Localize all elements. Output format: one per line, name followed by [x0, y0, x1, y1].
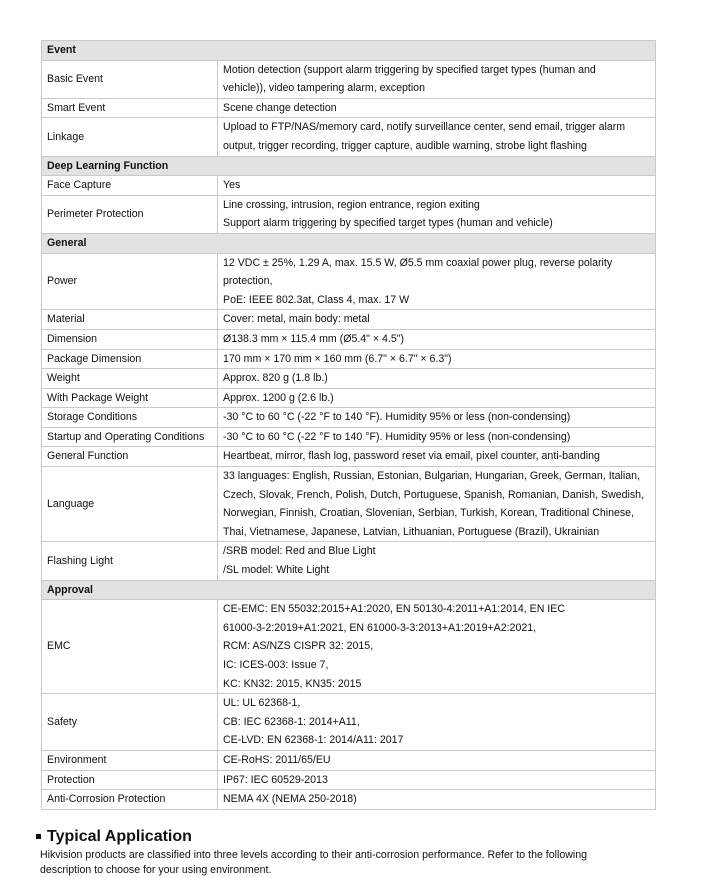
spec-value: [218, 176, 656, 196]
spec-value: [218, 770, 656, 790]
spec-label: Storage Conditions: [42, 408, 218, 428]
section-header-row: [42, 233, 656, 253]
typical-application-title: Typical Application: [47, 828, 192, 845]
spec-value-line: CE-RoHS: 2011/65/EU: [223, 753, 331, 766]
spec-value: [218, 195, 656, 233]
spec-label: Anti-Corrosion Protection: [42, 790, 218, 810]
spec-value: [218, 790, 656, 810]
spec-label: Environment: [42, 750, 218, 770]
spec-value: [218, 388, 656, 408]
spec-value-line: Scene change detection: [223, 101, 337, 114]
spec-row: [42, 770, 656, 790]
spec-value-line: Yes: [223, 179, 241, 192]
spec-label: General Function: [42, 447, 218, 467]
spec-table: [41, 40, 656, 810]
spec-label: Basic Event: [42, 60, 218, 98]
section-header-row: [42, 580, 656, 600]
spec-row: [42, 408, 656, 428]
spec-value: [218, 329, 656, 349]
spec-value-line: IP67: IEC 60529-2013: [223, 773, 328, 786]
spec-value-line: -30 °C to 60 °C (-22 °F to 140 °F). Humidity 95% or less (non-condensing): [223, 411, 571, 424]
spec-value-line: CB: IEC 62368-1: 2014+A11,: [223, 715, 360, 728]
spec-value-line: Upload to FTP/NAS/memory card, notify surveillance center, send email, trigger alarm: [223, 121, 626, 134]
spec-value: [218, 750, 656, 770]
typical-application: [36, 826, 656, 878]
spec-row: [42, 600, 656, 694]
spec-value: [218, 310, 656, 330]
spec-row: [42, 694, 656, 751]
spec-row: [42, 349, 656, 369]
spec-label: Linkage: [42, 118, 218, 156]
spec-value-line: Norwegian, Finnish, Croatian, Slovenian, Serbian, Turkish, Korean, Traditional Chinese,: [223, 507, 635, 520]
spec-row: [42, 542, 656, 580]
spec-row: [42, 195, 656, 233]
bullet-icon: [36, 834, 41, 839]
spec-value-line: KC: KN32: 2015, KN35: 2015: [223, 677, 362, 690]
spec-value-line: PoE: IEEE 802.3at, Class 4, max. 17 W: [223, 293, 410, 306]
spec-row: [42, 118, 656, 156]
spec-row: [42, 98, 656, 118]
typical-application-description: [40, 848, 656, 878]
spec-label: Dimension: [42, 329, 218, 349]
spec-value-line: Approx. 1200 g (2.6 lb.): [223, 391, 334, 404]
spec-label: Startup and Operating Conditions: [42, 427, 218, 447]
spec-value-line: NEMA 4X (NEMA 250-2018): [223, 793, 357, 806]
spec-value-line: 33 languages: English, Russian, Estonian, Bulgarian, Hungarian, Greek, German, Italian,: [223, 470, 640, 483]
spec-label: With Package Weight: [42, 388, 218, 408]
spec-value-line: 61000-3-2:2019+A1:2021, EN 61000-3-3:2013+A1:2019+A2:2021,: [223, 621, 537, 634]
description-line: description to choose for your using environment.: [40, 864, 272, 876]
spec-label: Safety: [42, 694, 218, 751]
spec-label: Package Dimension: [42, 349, 218, 369]
spec-value: [218, 369, 656, 389]
spec-row: [42, 253, 656, 310]
spec-row: [42, 369, 656, 389]
spec-row: [42, 467, 656, 542]
spec-value: [218, 253, 656, 310]
spec-value-line: Ø138.3 mm × 115.4 mm (Ø5.4" × 4.5"): [223, 332, 405, 345]
spec-row: [42, 60, 656, 98]
spec-value-line: Line crossing, intrusion, region entrance, region exiting: [223, 198, 480, 211]
spec-label: Perimeter Protection: [42, 195, 218, 233]
spec-row: [42, 388, 656, 408]
spec-value-line: /SL model: White Light: [223, 564, 330, 577]
spec-value: [218, 600, 656, 694]
section-header-row: [42, 156, 656, 176]
spec-value: [218, 694, 656, 751]
section-title: Deep Learning Function: [42, 156, 656, 176]
spec-row: [42, 329, 656, 349]
spec-value-line: /SRB model: Red and Blue Light: [223, 545, 376, 558]
spec-row: [42, 750, 656, 770]
spec-value: [218, 427, 656, 447]
spec-value-line: vehicle)), video tampering alarm, exception: [223, 82, 425, 95]
spec-value-line: Cover: metal, main body: metal: [223, 313, 370, 326]
spec-value-line: Approx. 820 g (1.8 lb.): [223, 372, 328, 385]
spec-label: Smart Event: [42, 98, 218, 118]
spec-row: [42, 176, 656, 196]
spec-value-line: IC: ICES-003: Issue 7,: [223, 659, 329, 671]
spec-value: [218, 408, 656, 428]
spec-label: Language: [42, 467, 218, 542]
spec-row: [42, 427, 656, 447]
spec-value: [218, 349, 656, 369]
spec-value-line: Support alarm triggering by specified target types (human and vehicle): [223, 217, 553, 230]
typical-application-heading: [36, 826, 656, 848]
spec-row: [42, 310, 656, 330]
spec-value-line: -30 °C to 60 °C (-22 °F to 140 °F). Humidity 95% or less (non-condensing): [223, 430, 571, 443]
spec-value-line: 170 mm × 170 mm × 160 mm (6.7" × 6.7" × 6.3"): [223, 352, 452, 365]
spec-value: [218, 98, 656, 118]
spec-label: Weight: [42, 369, 218, 389]
spec-label: Protection: [42, 770, 218, 790]
spec-value: [218, 60, 656, 98]
spec-value-line: UL: UL 62368-1,: [223, 697, 301, 710]
section-title: Event: [42, 41, 656, 61]
spec-row: [42, 790, 656, 810]
description-line: Hikvision products are classified into three levels according to their anti-corrosion performance. Refer to the following: [40, 849, 588, 861]
spec-value-line: CE-EMC: EN 55032:2015+A1:2020, EN 50130-4:2011+A1:2014, EN IEC: [223, 603, 565, 616]
spec-value-line: Motion detection (support alarm triggering by specified target types (human and: [223, 63, 596, 76]
spec-value-line: Heartbeat, mirror, flash log, password reset via email, pixel counter, anti-banding: [223, 450, 600, 463]
spec-label: Face Capture: [42, 176, 218, 196]
spec-label: Material: [42, 310, 218, 330]
spec-value-line: Thai, Vietnamese, Japanese, Latvian, Lithuanian, Portuguese (Brazil), Ukrainian: [223, 525, 600, 538]
spec-value-line: 12 VDC ± 25%, 1.29 A, max. 15.5 W, Ø5.5 mm coaxial power plug, reverse polarity: [223, 256, 613, 269]
spec-value-line: protection,: [223, 275, 273, 288]
spec-value-line: RCM: AS/NZS CISPR 32: 2015,: [223, 640, 374, 653]
spec-value-line: output, trigger recording, trigger capture, audible warning, strobe light flashing: [223, 139, 587, 152]
spec-value: [218, 542, 656, 580]
spec-value: [218, 447, 656, 467]
spec-label: Flashing Light: [42, 542, 218, 580]
spec-label: Power: [42, 253, 218, 310]
spec-value: [218, 467, 656, 542]
spec-value-line: Czech, Slovak, French, Polish, Dutch, Portuguese, Spanish, Romanian, Danish, Swedish,: [223, 488, 645, 501]
section-title: Approval: [42, 580, 656, 600]
spec-value-line: CE-LVD: EN 62368-1: 2014/A11: 2017: [223, 734, 404, 747]
section-title: General: [42, 233, 656, 253]
spec-row: [42, 447, 656, 467]
spec-label: EMC: [42, 600, 218, 694]
section-header-row: [42, 41, 656, 61]
spec-value: [218, 118, 656, 156]
